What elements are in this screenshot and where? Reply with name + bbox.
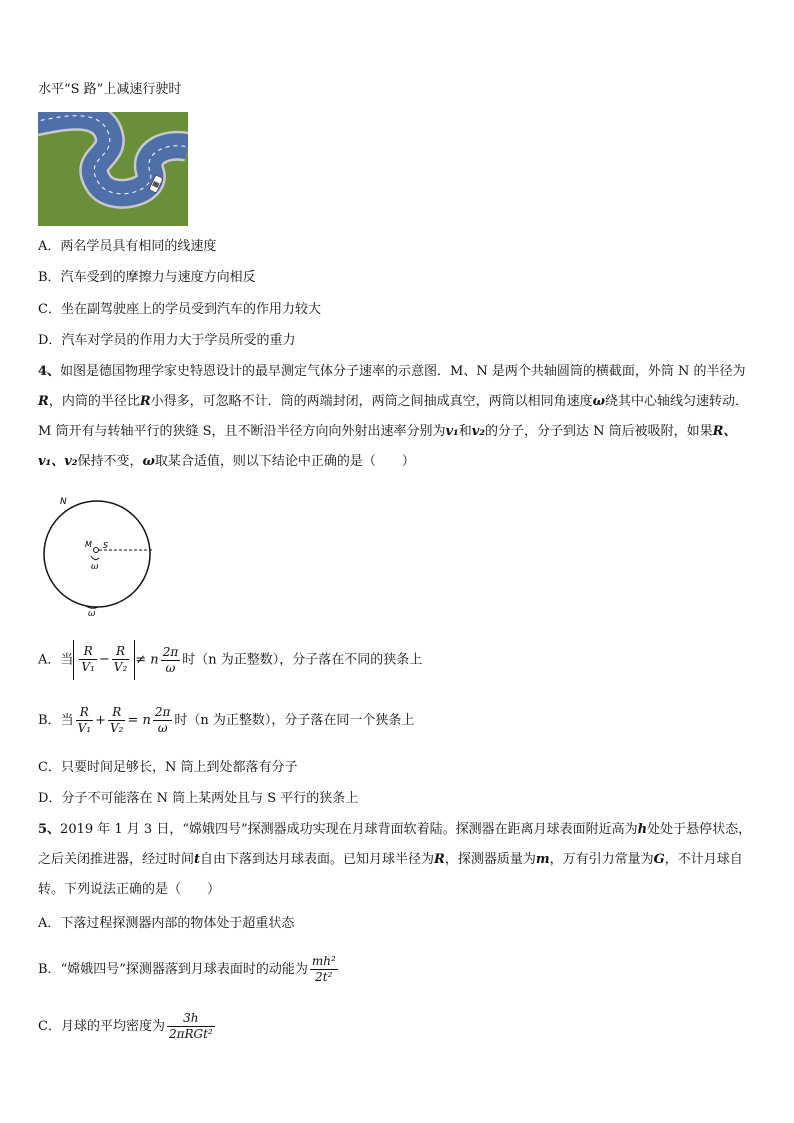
q4-option-d: D．分子不可能落在 N 筒上某两处且与 S 平行的狭条上: [38, 791, 359, 806]
q5-option-a: A．下落过程探测器内部的物体处于超重状态: [38, 916, 295, 931]
q5-option-b: B．“嫦娥四号”探测器落到月球表面时的动能为 $\frac{\text{mh²}}{\text{2t²}}$: [38, 954, 336, 984]
q5-option-c: C．月球的平均密度为 $\frac{3h}{\text{2πRGt²}}$: [38, 1011, 213, 1041]
q4-option-a: A．当 $\frac{R}{\text{V₁}}$ − $\frac{R}{\text{V₂}}$ ≠ n $\frac{2\pi}{\omega}$ 时（n 为正整数），分子落在不同的狭条上: [38, 640, 422, 680]
s-road-image: [38, 112, 188, 226]
q4-stem: 4、如图是德国物理学家史特恩设计的最早测定气体分子速率的示意图．M、N 是两个共轴圆筒的横截面，外筒 N 的半径为R，内筒的半径比R小得多，可忽略不计．筒的两端封闭，两筒之间抽成真空，两筒以相同角速度ω绕其中心轴线匀速转动．M 筒开有与转轴平行的狭缝 S，且不断沿半径方向向外射出速率分别为v₁和v₂的分子，分子到达 N 筒后被吸附，如果R、v₁、v₂保持不变，ω取某合适值，则以下结论中正确的是（ ）: [38, 364, 749, 469]
header-text: 水平“S 路”上减速行驶时: [38, 82, 182, 97]
q3-option-d: D．汽车对学员的作用力大于学员所受的重力: [38, 333, 296, 348]
label-omega-inner: ω: [91, 562, 99, 572]
q3-option-a: A．两名学员具有相同的线速度: [38, 239, 217, 254]
q3-option-b: B．汽车受到的摩擦力与速度方向相反: [38, 270, 256, 285]
label-m: M: [85, 540, 92, 549]
label-omega-outer: ω: [88, 609, 96, 619]
q5-stem: 5、2019 年 1 月 3 日，“嫦娥四号”探测器成功实现在月球背面软着陆。探测器在距离月球表面附近高为h处处于悬停状态，之后关闭推进器，经过时间t自由下落到达月球表面。已知月球半径为R，探测器质量为m，万有引力常量为G，不计月球自转。下列说法正确的是（ ）: [38, 822, 752, 897]
q4-option-b: B．当 $\frac{R}{\text{V₁}}$ + $\frac{R}{\text{V₂}}$ = n $\frac{2\pi}{\omega}$ 时（n 为正整数），分子落在同一个狭条上: [38, 705, 415, 735]
q4-option-c: C．只要时间足够长，N 筒上到处都落有分子: [38, 760, 298, 775]
cylinder-figure: [40, 492, 170, 620]
inner-rotation-arrow-icon: [91, 556, 99, 560]
q3-option-c: C．坐在副驾驶座上的学员受到汽车的作用力较大: [38, 302, 321, 317]
label-s: S: [103, 541, 109, 550]
label-n: N: [60, 497, 67, 507]
